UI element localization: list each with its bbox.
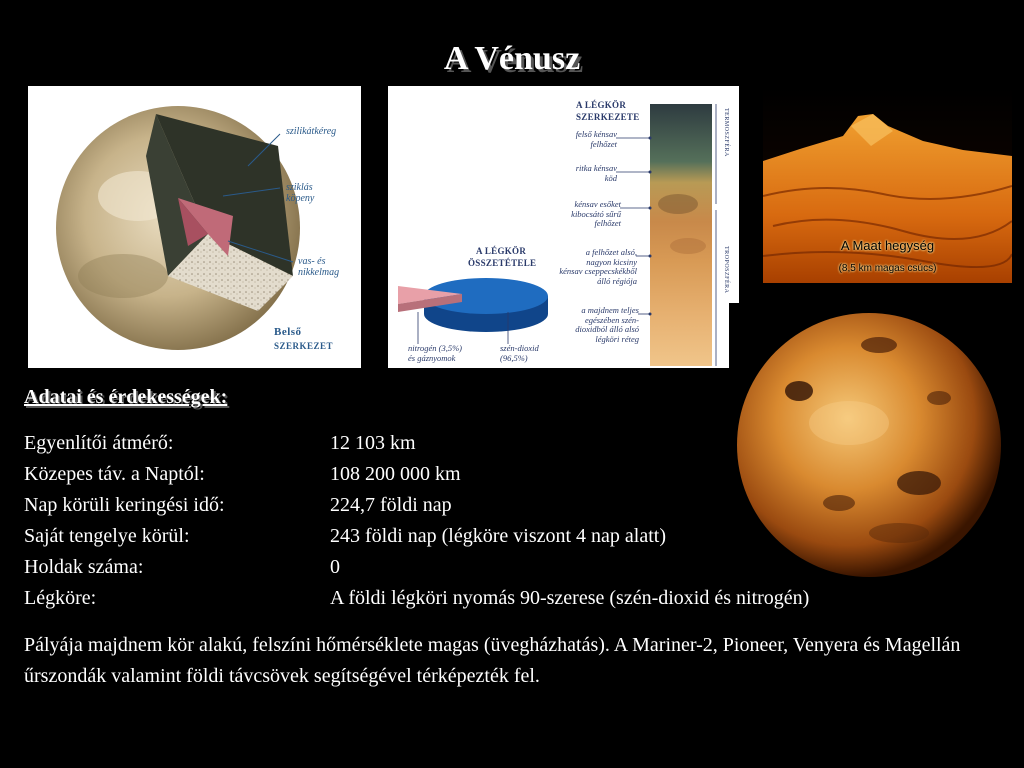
layer-4-label: a felhőzet alsó, nagyon kicsiny kénsav cseppecskékből álló régiója: [559, 247, 637, 286]
layer-3-label: kénsav esőket kibocsátó sűrű felhőzet: [571, 199, 621, 228]
troposphere-label: TROPOSZFÉRA: [723, 246, 729, 294]
maat-mons-caption: A Maat hegység: [840, 238, 935, 253]
thermosphere-label: TERMOSZFÉRA: [723, 108, 729, 157]
layer-5-label: a majdnem teljes egészében szén- dioxidból álló alsó légköri réteg: [575, 305, 639, 344]
fact-value: 12 103 km: [330, 432, 416, 454]
fact-value: 0: [330, 556, 340, 578]
fact-value: A földi légköri nyomás 90-szerese (szén-dioxid és nitrogén): [330, 587, 810, 609]
fact-key: Nap körüli keringési idő:: [24, 494, 225, 516]
layer-1-label: felső kénsav felhőzet: [575, 129, 617, 149]
maat-mons-image: [763, 86, 1012, 283]
composition-title-line2: ÖSSZETÉTELE: [468, 258, 537, 268]
composition-title-line1: A LÉGKÖR: [476, 246, 527, 256]
interior-caption-line1: Belső: [274, 326, 302, 338]
facts-heading: Adatai és érdekességek:: [24, 386, 228, 408]
fact-key: Légköre:: [24, 587, 97, 609]
venus-planet-image: [729, 303, 1021, 587]
fact-value: 243 földi nap (légköre viszont 4 nap alatt): [330, 525, 667, 547]
atmosphere-diagram: [388, 86, 739, 368]
atmosphere-composition-pie: [398, 278, 548, 332]
atmosphere-column-and-pie: [388, 86, 739, 368]
structure-title-line1: A LÉGKÖR: [576, 100, 627, 110]
crust-label: szilikátkéreg: [286, 126, 337, 137]
co2-label: szén-dioxid (96,5%): [500, 343, 539, 363]
fact-key: Közepes táv. a Naptól:: [24, 463, 205, 485]
core-label-line1: vas- és: [298, 256, 326, 267]
fact-value: 108 200 000 km: [330, 463, 461, 485]
maat-mons-subtitle: (8,5 km magas csúcs): [838, 263, 937, 274]
mantle-label-line1: sziklás: [286, 182, 313, 193]
description-paragraph: Pályája majdnem kör alakú, felszíni hőmérséklete magas (üvegházhatás). A Mariner-2, Pioneer, Venyera és Magellán űrszondák valamint földi távcsövek segítségével térképezték fel.: [24, 634, 961, 687]
fact-key: Egyenlítői átmérő:: [24, 432, 174, 454]
nitrogen-label: nitrogén (3,5%) és gáznyomok: [408, 343, 462, 363]
maat-mons-rendering: [763, 86, 1012, 283]
interior-structure-diagram: [28, 86, 361, 368]
structure-title-line2: SZERKEZETE: [576, 112, 640, 122]
fact-value: 224,7 földi nap: [330, 494, 452, 516]
mantle-label-line2: köpeny: [286, 193, 315, 204]
interior-caption-line2: SZERKEZET: [274, 341, 334, 351]
core-label-line2: nikkelmag: [298, 267, 340, 278]
layer-2-label: ritka kénsav köd: [575, 163, 617, 183]
page-title: A Vénusz: [443, 40, 581, 77]
fact-key: Holdak száma:: [24, 556, 144, 578]
venus-globe: [729, 303, 1021, 587]
fact-key: Saját tengelye körül:: [24, 525, 190, 547]
